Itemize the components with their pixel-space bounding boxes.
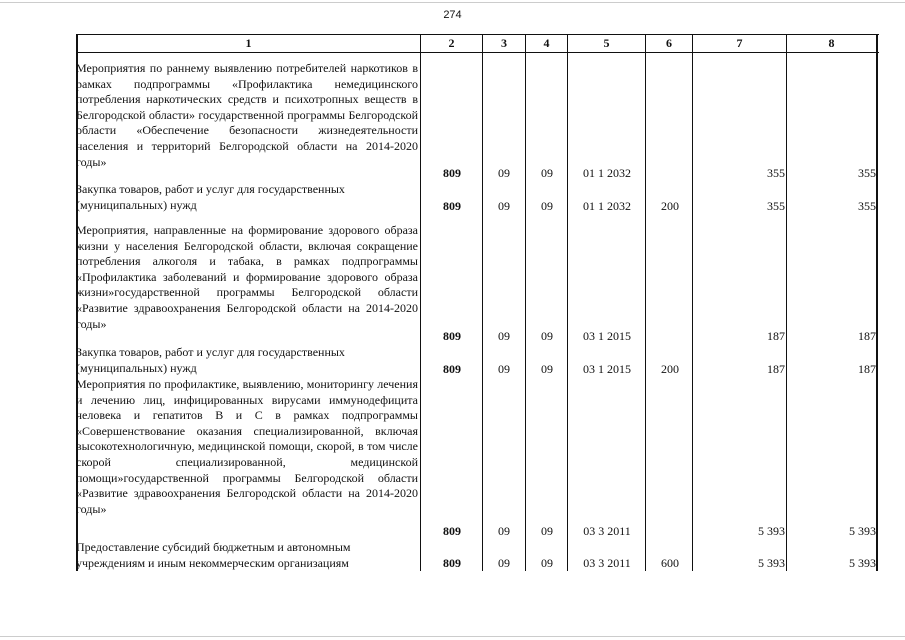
row-description: Предоставление субсидий бюджетным и автономным учреждениям и иным некоммерческим организациям (76, 540, 351, 570)
cell-expense-type: 600 (661, 556, 679, 570)
cell-amount-7: 355 (767, 199, 785, 213)
cell-subsection: 09 (541, 524, 553, 538)
cell-ministry-code: 809 (443, 329, 461, 343)
col-border (876, 34, 878, 571)
cell-amount-7: 5 393 (758, 524, 785, 538)
header-bottom-border (78, 52, 879, 53)
row-description: Мероприятия по раннему выявлению потребителей наркотиков в рамках подпрограммы «Профилактика немедицинского потребления наркотических средств и психотропных веществ в Белгородской области» государственной программы Белгородской области «Обеспечение безопасности жизнедеятельности населения и территорий Белгородской области на 2014-2020 годы» (76, 61, 418, 169)
cell-section: 09 (498, 199, 510, 213)
header-col-4: 4 (543, 36, 550, 50)
col-border (482, 34, 483, 571)
cell-ministry-code: 809 (443, 556, 461, 570)
cell-amount-7: 187 (767, 362, 785, 376)
scan-top-edge (0, 2, 905, 3)
cell-amount-8: 187 (858, 329, 876, 343)
row-description: Закупка товаров, работ и услуг для государственных (муниципальных) нужд (76, 345, 345, 375)
row-description: Мероприятия, направленные на формирование здорового образа жизни у населения Белгородской области, включая сокращение потребления алкоголя и табака, в рамках подпрограммы «Профилактика заболеваний и формирование здорового образа жизни»государственной программы Белгородской области «Развитие здравоохранения Белгородской области на 2014-2020 годы» (76, 223, 418, 331)
cell-amount-7: 187 (767, 329, 785, 343)
cell-ministry-code: 809 (443, 362, 461, 376)
cell-subsection: 09 (541, 556, 553, 570)
header-col-6: 6 (666, 36, 672, 50)
scan-bottom-edge (0, 636, 905, 637)
cell-amount-8: 187 (858, 362, 876, 376)
cell-expense-type: 200 (661, 362, 679, 376)
cell-target-article: 01 1 2032 (583, 166, 631, 180)
cell-subsection: 09 (541, 362, 553, 376)
cell-amount-8: 5 393 (849, 556, 876, 570)
header-col-5: 5 (603, 36, 610, 50)
cell-section: 09 (498, 329, 510, 343)
cell-amount-7: 355 (767, 166, 785, 180)
cell-amount-7: 5 393 (758, 556, 785, 570)
cell-subsection: 09 (541, 329, 553, 343)
header-col-7: 7 (736, 36, 743, 50)
cell-section: 09 (498, 362, 510, 376)
cell-amount-8: 355 (858, 199, 876, 213)
col-border (525, 34, 526, 571)
header-col-1: 1 (245, 36, 252, 50)
col-border (567, 34, 568, 571)
cell-subsection: 09 (541, 166, 553, 180)
cell-target-article: 03 3 2011 (583, 556, 631, 570)
cell-target-article: 03 3 2011 (583, 524, 631, 538)
col-border (692, 34, 693, 571)
cell-amount-8: 5 393 (849, 524, 876, 538)
header-col-8: 8 (828, 36, 835, 50)
cell-section: 09 (498, 166, 510, 180)
cell-target-article: 03 1 2015 (583, 362, 631, 376)
cell-section: 09 (498, 556, 510, 570)
row-description: Закупка товаров, работ и услуг для государственных (муниципальных) нужд (76, 182, 345, 212)
col-border (645, 34, 646, 571)
page-number: 274 (443, 9, 462, 21)
col-border (420, 34, 421, 571)
row-description: Мероприятия по профилактике, выявлению, мониторингу лечения и лечению лиц, инфицированных вирусами иммунодефицита человека и гепатитов В и С в рамках подпрограммы «Совершенствование оказания специализированной, включая высокотехнологичную, медицинской помощи, скорой, в том числе скорой специализированной, медицинской помощи»государственной программы Белгородской области «Развитие здравоохранения Белгородской области на 2014-2020 годы» (76, 377, 418, 516)
cell-ministry-code: 809 (443, 524, 461, 538)
cell-section: 09 (498, 524, 510, 538)
col-border (786, 34, 787, 571)
header-col-3: 3 (501, 36, 507, 50)
header-col-2: 2 (448, 36, 455, 50)
cell-subsection: 09 (541, 199, 553, 213)
cell-expense-type: 200 (661, 199, 679, 213)
cell-target-article: 01 1 2032 (583, 199, 631, 213)
cell-ministry-code: 809 (443, 166, 461, 180)
cell-amount-8: 355 (858, 166, 876, 180)
cell-target-article: 03 1 2015 (583, 329, 631, 343)
cell-ministry-code: 809 (443, 199, 461, 213)
